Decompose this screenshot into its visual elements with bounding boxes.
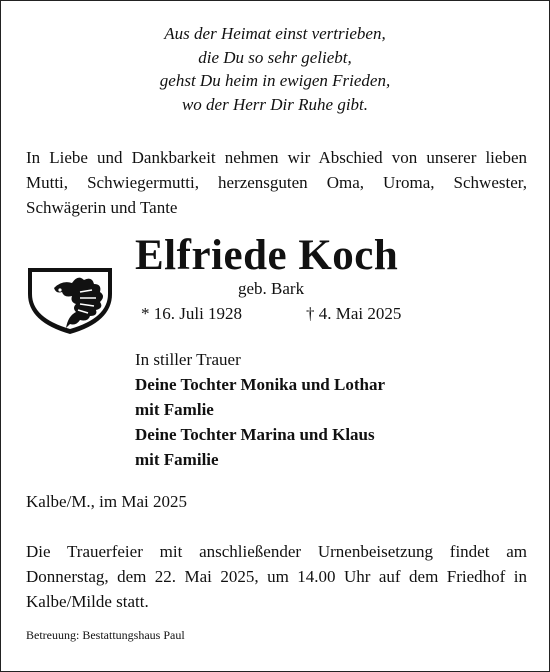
verse-line: die Du so sehr geliebt, <box>198 47 352 67</box>
mourners-intro: In stiller Trauer <box>135 350 241 369</box>
birth-date: * 16. Juli 1928 <box>141 304 243 323</box>
coat-of-arms-eagle-wing-icon <box>26 266 114 336</box>
death-date: † 4. Mai 2025 <box>306 304 402 323</box>
mourner-line: mit Famlie <box>135 400 214 419</box>
verse-line: wo der Herr Dir Ruhe gibt. <box>181 94 369 114</box>
farewell-intro: In Liebe und Dankbarkeit nehmen wir Abschied von unserer lieben Mutti, Schwiegermutti, herzensguten Oma, Uroma, Schwester, Schwägerin und Tante <box>26 148 527 217</box>
verse-line: gehst Du heim in ewigen Frieden, <box>159 71 391 90</box>
funeral-service-info: Die Trauerfeier mit anschließender Urnenbeisetzung findet am Donnerstag, dem 22. Mai 2025, um 14.00 Uhr auf dem Friedhof in Kalbe/Milde statt. <box>26 542 527 611</box>
memorial-verse <box>1 22 549 116</box>
deceased-name: Elfriede Koch <box>135 232 399 279</box>
mourners-block <box>135 347 385 472</box>
maiden-name: geb. Bark <box>238 279 305 298</box>
place-and-date: Kalbe/M., im Mai 2025 <box>26 492 188 511</box>
mourner-line: mit Familie <box>135 450 219 469</box>
verse-line: Aus der Heimat einst vertrieben, <box>164 24 386 43</box>
funeral-home-credit: Betreuung: Bestattungshaus Paul <box>26 628 185 642</box>
mourner-line: Deine Tochter Monika und Lothar <box>135 375 386 394</box>
mourner-line: Deine Tochter Marina und Klaus <box>135 425 375 444</box>
